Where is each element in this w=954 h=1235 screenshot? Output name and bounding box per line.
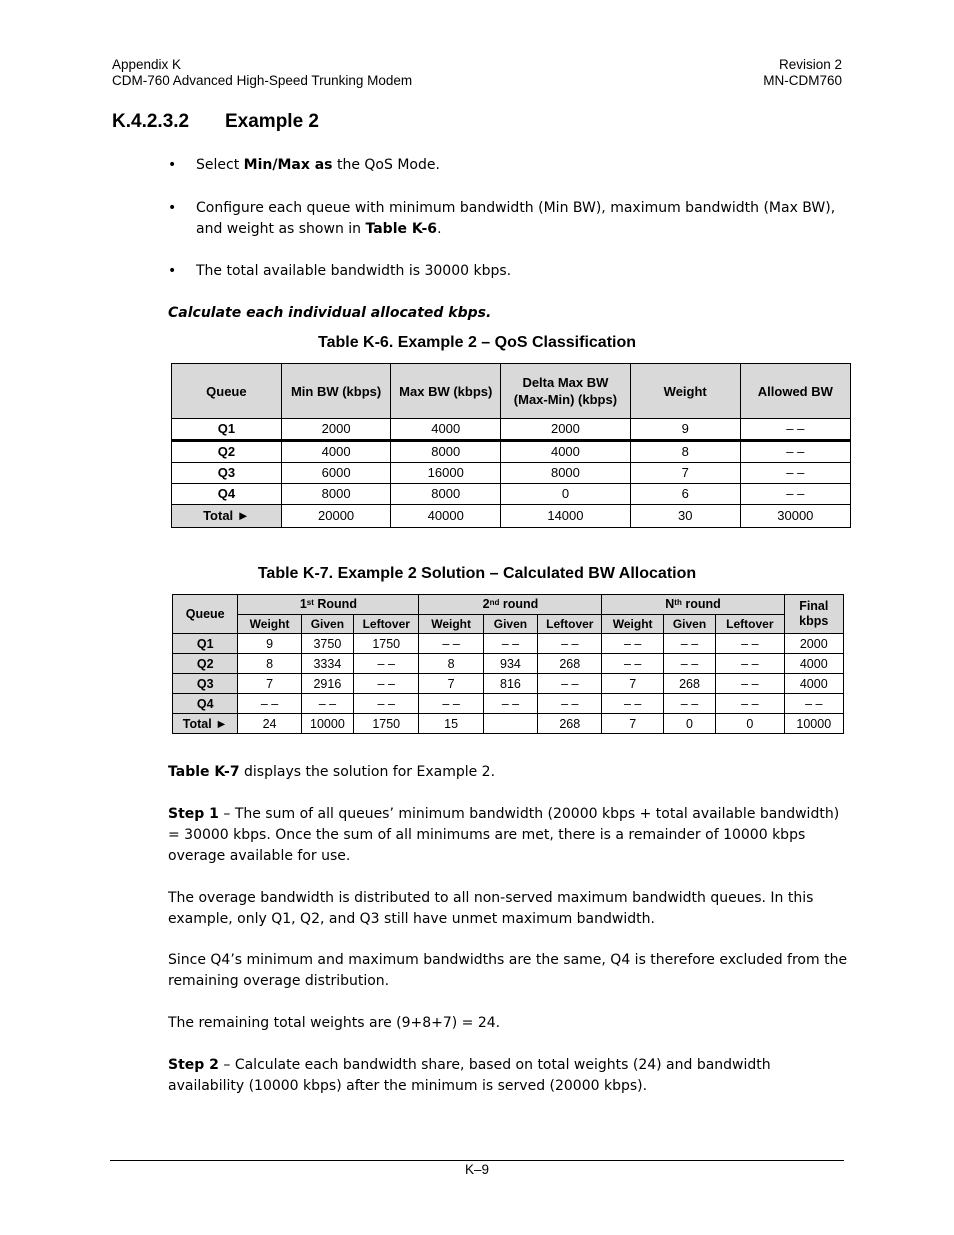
col-header-leftover: Leftover [716,615,784,634]
table-row [173,674,844,694]
table-cell: – – [538,674,602,694]
group-header-round2: 2nd round [419,595,602,615]
col-header-queue: Queue [173,595,238,634]
calc-heading: Calculate each individual allocated kbps. [168,305,492,321]
table-cell: 15 [419,714,483,734]
queue-cell: Q3 [172,463,282,484]
table-row [172,419,851,441]
table-cell: 4000 [784,674,843,694]
table-cell: 8000 [501,463,631,484]
col-header-weight: Weight [238,615,301,634]
table-cell: 4000 [391,419,501,441]
table-cell: 2000 [281,419,391,441]
product-name: CDM-760 Advanced High-Speed Trunking Modem [112,73,413,88]
col-header-allowed-bw: Allowed BW [740,364,850,419]
col-header-given: Given [663,615,715,634]
table-cell: – – [740,441,850,463]
paragraph: Table K-7 displays the solution for Example 2. [168,764,496,780]
table-cell: 30 [630,505,740,528]
table-cell: – – [716,634,784,654]
table-cell: 0 [501,484,631,505]
table-cell: 3750 [301,634,353,654]
col-header-weight: Weight [630,364,740,419]
section-heading [112,111,319,133]
bullet-text: The total available bandwidth is 30000 kbps. [196,263,512,279]
table-cell: 3334 [301,654,353,674]
page-header-left [112,57,412,89]
table-cell: – – [716,674,784,694]
page-number: K–9 [464,1162,490,1177]
table-cell: 9 [238,634,301,654]
table-header-row [173,595,844,615]
total-label-cell: Total ► [173,714,238,734]
table-cell: 8000 [391,441,501,463]
table-cell: – – [419,694,483,714]
table-cell: 7 [602,674,663,694]
table-cell: – – [483,634,537,654]
table-cell: 2916 [301,674,353,694]
col-header-final-kbps: Final kbps [784,595,843,634]
table-subheader-row [173,615,844,634]
bullet-dot: • [168,200,177,216]
table-row [172,463,851,484]
col-header-min-bw: Min BW (kbps) [281,364,391,419]
paragraph: The overage bandwidth is distributed to all non-served maximum bandwidth queues. In this example, only Q1, Q2, and Q3 still have unmet maximum bandwidth. [168,890,814,927]
col-header-given: Given [301,615,353,634]
table-cell: 2000 [784,634,843,654]
table-row [172,441,851,463]
table-cell: – – [663,654,715,674]
paragraph: Step 2 – Calculate each bandwidth share, based on total weights (24) and bandwidth availability (10000 kbps) after the minimum is served (20000 kbps). [168,1057,771,1094]
queue-cell: Q3 [173,674,238,694]
table-cell: – – [354,694,419,714]
table-cell [483,714,537,734]
table-cell: – – [740,484,850,505]
table-cell: 0 [663,714,715,734]
table-cell: 40000 [391,505,501,528]
table-cell: 8 [419,654,483,674]
table-k7 [172,594,844,734]
table-k6 [171,363,851,528]
table-cell: – – [716,694,784,714]
paragraph: Since Q4’s minimum and maximum bandwidths are the same, Q4 is therefore excluded from the remaining overage distribution. [168,952,848,989]
table-cell: 4000 [501,441,631,463]
queue-cell: Q4 [172,484,282,505]
table-cell: 268 [538,714,602,734]
table-cell: 7 [238,674,301,694]
table-total-row [173,714,844,734]
queue-cell: Q4 [173,694,238,714]
table-cell: – – [602,694,663,714]
table-row [173,654,844,674]
table-cell: – – [716,654,784,674]
col-header-delta-max-bw: Delta Max BW (Max-Min) (kbps) [501,364,631,419]
paragraph: Step 1 – The sum of all queues’ minimum bandwidth (20000 kbps + total available bandwidth) = 30000 kbps. Once the sum of all minimums are met, there is a remainder of 10000 kbps overage available for use. [168,806,840,864]
page-header-right [763,57,842,89]
col-header-weight: Weight [602,615,663,634]
col-header-queue: Queue [172,364,282,419]
queue-cell: Q2 [172,441,282,463]
table-cell: 10000 [784,714,843,734]
table-cell: 268 [538,654,602,674]
section-title: Example 2 [225,111,319,132]
table-cell: 7 [419,674,483,694]
bullet-text: Select Min/Max as the QoS Mode. [196,157,440,173]
table-cell: – – [301,694,353,714]
total-label-cell: Total ► [172,505,282,528]
table-cell: – – [602,634,663,654]
table-row [173,634,844,654]
table-cell: 4000 [281,441,391,463]
table-cell: 934 [483,654,537,674]
paragraph: The remaining total weights are (9+8+7) = 24. [168,1015,501,1031]
table-cell: 2000 [501,419,631,441]
appendix-label: Appendix K [112,57,182,72]
section-number: K.4.2.3.2 [112,111,190,132]
group-header-round1: 1st Round [238,595,419,615]
table-cell: 8000 [281,484,391,505]
table-cell: 30000 [740,505,850,528]
group-header-round-n: $N^{th}$ round [602,595,784,615]
table-cell: 10000 [301,714,353,734]
table-cell: 8000 [391,484,501,505]
col-header-weight: Weight [419,615,483,634]
bullet-dot: • [168,157,177,173]
table-row [173,694,844,714]
table-cell: 24 [238,714,301,734]
manual-number: MN-CDM760 [763,73,842,88]
table-total-row [172,505,851,528]
table-cell: – – [663,694,715,714]
queue-cell: Q1 [173,634,238,654]
footer-rule [110,1160,844,1161]
table-cell: 816 [483,674,537,694]
table-cell: – – [784,694,843,714]
col-header-max-bw: Max BW (kbps) [391,364,501,419]
table-header-row [172,364,851,419]
revision-label: Revision 2 [778,57,842,72]
queue-cell: Q1 [172,419,282,441]
table-cell: – – [538,634,602,654]
table-cell: 20000 [281,505,391,528]
table-cell: 6 [630,484,740,505]
table-cell: 7 [602,714,663,734]
table-cell: 9 [630,419,740,441]
table-k6-caption: Table K-6. Example 2 – QoS Classification [317,334,637,351]
table-cell: – – [419,634,483,654]
table-cell: 14000 [501,505,631,528]
bullet-dot: • [168,263,177,279]
col-header-leftover: Leftover [538,615,602,634]
queue-cell: Q2 [173,654,238,674]
table-cell: 8 [630,441,740,463]
table-cell: – – [538,694,602,714]
col-header-given: Given [483,615,537,634]
table-cell: 8 [238,654,301,674]
table-cell: – – [238,694,301,714]
table-cell: 4000 [784,654,843,674]
table-k7-caption: Table K-7. Example 2 Solution – Calculated BW Allocation [257,565,697,582]
table-cell: 16000 [391,463,501,484]
table-row [172,484,851,505]
table-cell: – – [354,654,419,674]
table-cell: 0 [716,714,784,734]
table-cell: – – [483,694,537,714]
table-cell: – – [740,419,850,441]
table-cell: – – [354,674,419,694]
table-cell: – – [602,654,663,674]
table-cell: 7 [630,463,740,484]
col-header-leftover: Leftover [354,615,419,634]
table-cell: 268 [663,674,715,694]
table-cell: 1750 [354,714,419,734]
table-cell: – – [663,634,715,654]
table-cell: 1750 [354,634,419,654]
table-cell: 6000 [281,463,391,484]
table-cell: – – [740,463,850,484]
bullet-text: Configure each queue with minimum bandwidth (Min BW), maximum bandwidth (Max BW), and weight as shown in Table K-6. [196,200,836,237]
